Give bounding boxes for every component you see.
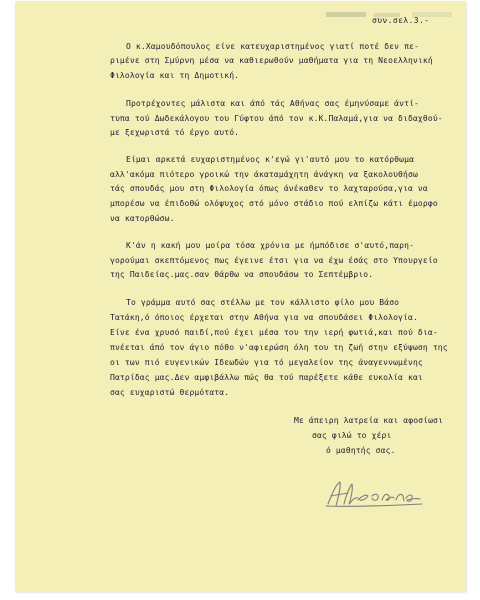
text-line: να κατορθώσω.: [110, 214, 175, 223]
text-line: γορούμαι σκεπτόμενος πως έγεινε έτσι για να έχω έσάς στο Υπουργείο: [110, 256, 438, 265]
text-line: Το γράμμα αυτό σας στέλλω με τον κάλλιστο φίλο μου Βάσο: [126, 298, 400, 307]
text-line: τάς σπουδάς μου στη Φιλολογία όπως άνέκαθεν το λαχταρούσα,για να: [110, 184, 428, 193]
text-line: ριμένε στη Σμύρνη μέσα να καθιερωθούν μαθήματα για τη Νεοελληνική: [110, 56, 433, 65]
text-line: τυπα τού Δωδεκάλογου του Γύφτου άπό τον κ.Κ.Παλαμά,για να διδαχθού-: [110, 114, 443, 123]
letter-page: [16, 2, 466, 592]
text-line: Προτρέχοντες μάλιστα και άπό τάς Αθήνας σας έμηνύσαμε άντί-: [126, 99, 420, 108]
text-line: Κ'άν η κακή μου μοίρα τόσα χρόνια με ήμπόδισε σ'αυτό,παρη-: [126, 241, 415, 250]
text-line: οι των πιό ευγενικών Ιδεωδών για τό μεγαλείον της άναγεννωμένης: [110, 358, 423, 367]
text-line: Πατρίδας μας.Δεν αμφιβάλλω πώς θα τού παρέξετε κάθε ευκολία και: [110, 373, 423, 382]
page-reference: συν.σελ.3.-: [372, 16, 430, 25]
text-line: αλλ'ακόμα πιότερο γροικώ την άκαταμάχητη άνάγκη να ξακολουθήσω: [110, 170, 418, 179]
text-line: με ξεχωριστά τό έργο αυτό.: [110, 128, 240, 137]
text-line: πνέεται άπό τον άγιο πόθο ν'αφιερώση όλη του τη ζωή στην εξύψωση της: [110, 343, 448, 352]
text-line: της Παιδείας.μας.σαν θάρθω να σπουδάσω το Σεπτέμβριο.: [110, 270, 374, 279]
text-line: μπορέσω να έπιδοθώ ολόψυχος στό μόνο στάδιο πού ελπίζω κάτι έμορφο: [110, 199, 438, 208]
text-line: Είμαι αρκετά ευχαριστημένος κ'εγώ γι'αυτό μου το κατόρθωμα: [126, 155, 415, 164]
text-line: Φιλολογία και τη Δημοτική.: [110, 71, 240, 80]
text-line: Τατάκη,ό όποιος έρχεται στην Αθήνα για να σπουδάσει Φιλολογία.: [110, 313, 418, 322]
handwritten-signature: [322, 476, 432, 512]
text-line: Ο κ.Χαμουδόπουλος είνε κατευχαριστημένος γιατί ποτέ δεν πε-: [126, 42, 420, 51]
text-line: σας ευχαριστώ θερμότατα.: [110, 388, 230, 397]
text-line: Είνε ένα χρυσό παιδί,πού έχει μέσα του την ιερή φωτιά,και πού δια-: [110, 328, 438, 337]
closing-line: ό μαθητής σας.: [326, 446, 396, 455]
closing-line: Με άπειρη λατρεία και αφοσίωσι: [294, 416, 443, 425]
closing-line: σας φιλώ το χέρι: [312, 431, 392, 440]
